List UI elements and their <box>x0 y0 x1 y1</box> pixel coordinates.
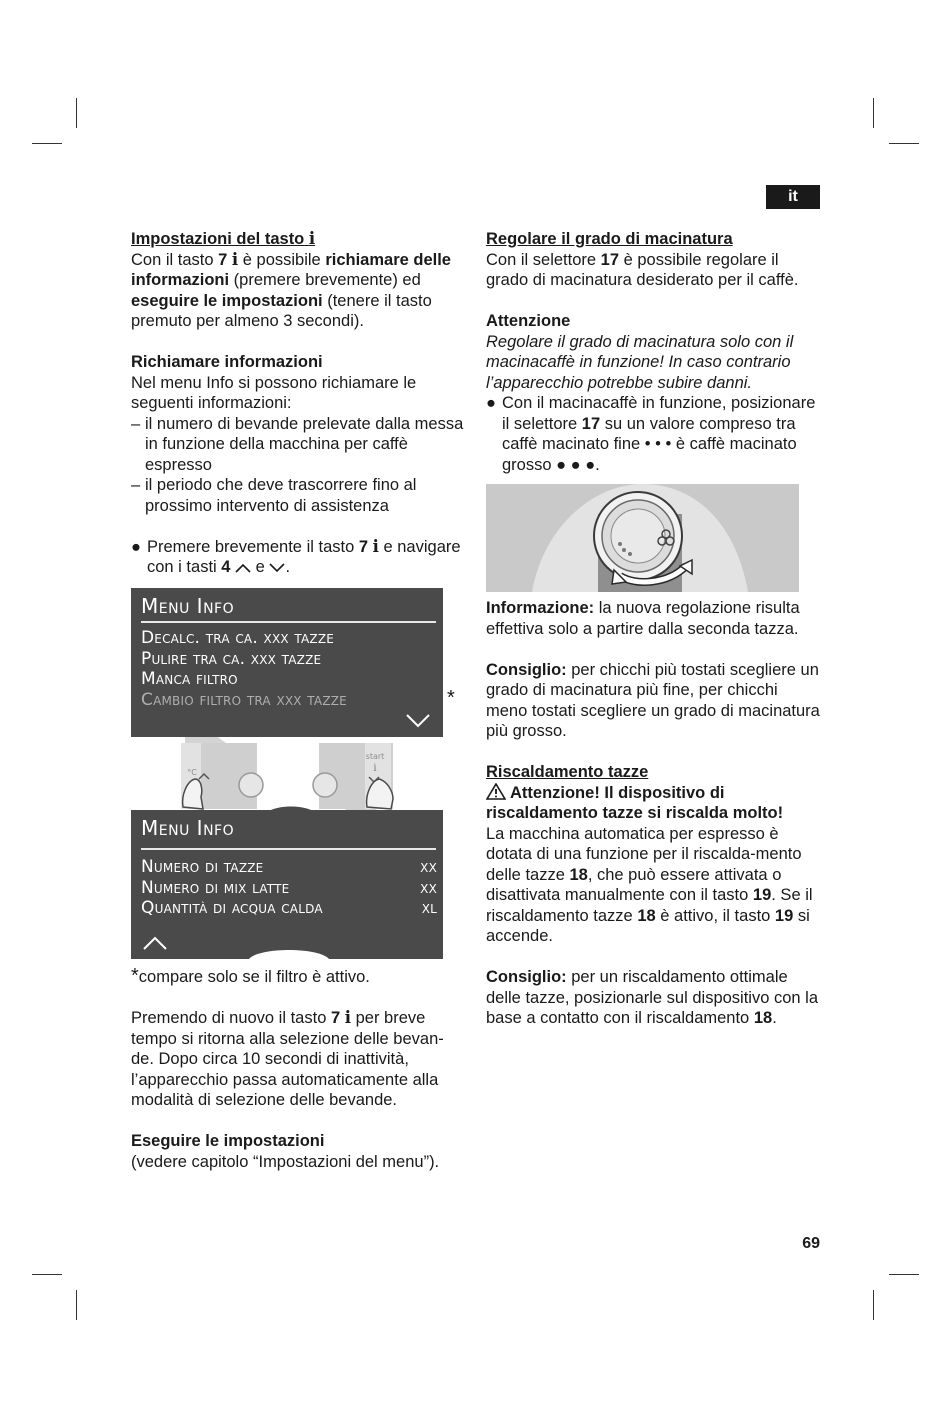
dash-item: – il periodo che deve trascorrere fino al prossimo intervento di assistenza <box>131 476 417 515</box>
display-divider <box>141 621 436 623</box>
tip-cup-heating: Consiglio: per un riscaldamento ottimale delle tazze, posizionarle sul dispositivo con la base a contatto con il riscaldamento 18. <box>486 968 819 1027</box>
crop-mark <box>32 1274 62 1275</box>
display-title: Menu Info <box>141 816 235 840</box>
recall-info-intro: Nel menu Info si possono richiamare le seguenti informazioni: <box>131 373 417 412</box>
display-row: Cambio filtro tra xxx tazze <box>141 689 347 710</box>
info-key-icon: i <box>372 536 379 556</box>
settings-reference: (vedere capitolo “Impostazioni del menu”). <box>131 1152 440 1171</box>
crop-mark <box>76 98 77 128</box>
tip-grind: Consiglio: per chicchi più tostati scegliere un grado di macinatura più fine, per chicchi meno tostati scegliere un grado di macinatura più grosso. <box>486 660 820 740</box>
display-row: Decalc. tra ca. xxx tazze <box>141 628 335 648</box>
paragraph-cup-heating: La macchina automatica per espresso è dotata di una funzione per il riscalda-mento delle tazze 18, che può essere attivata o disattivata manualmente con il tasto 19. Se il riscaldamento tazze 18 è attivo, il tasto 19 si accende. <box>486 824 813 945</box>
crop-mark <box>873 98 874 128</box>
display-row: Quantità di acqua calda xl <box>141 898 437 918</box>
control-panel-illustration <box>131 737 443 817</box>
display-title: Menu Info <box>141 594 235 618</box>
chevron-down-icon <box>405 713 431 729</box>
heat-warning: Attenzione! Il dispositivo di riscaldamento tazze si riscalda molto! <box>486 783 784 822</box>
info-note: Informazione: la nuova regolazione risulta effettiva solo a partire dalla seconda tazza. <box>486 599 800 638</box>
display-row: Numero di mix latte xx <box>141 877 437 898</box>
right-column-lower <box>486 598 820 1029</box>
footnote-asterisk: * <box>447 687 455 709</box>
chevron-up-icon <box>142 935 168 951</box>
display-menu-info-2 <box>131 810 443 959</box>
svg-text:°C: °C <box>187 768 197 777</box>
paragraph-info-key: Con il tasto 7 i è possibile richiamare delle informazioni (premere brevemente) ed eseguire le impostazioni (tenere il tasto premuto per almeno 3 secondi). <box>131 249 451 330</box>
page-number: 69 <box>802 1235 820 1252</box>
section-title-recall-info: Richiamare informazioni <box>131 353 323 371</box>
section-title-grind: Regolare il grado di macinatura <box>486 230 733 248</box>
info-key-icon: i <box>308 229 316 248</box>
display-row: Manca filtro <box>141 669 238 689</box>
svg-text:i: i <box>373 763 377 774</box>
info-key-icon: i <box>344 1008 352 1027</box>
paragraph-return: Premendo di nuovo il tasto 7 i per breve tempo si ritorna alla selezione delle bevan-de. Dopo circa 10 secondi di inattività, l’apparecchio passa automaticamente alla modalità di selezione delle bevande. <box>131 1008 444 1109</box>
arrow-up-icon <box>235 563 251 573</box>
section-title-cup-heating: Riscaldamento tazze <box>486 763 649 781</box>
info-key-icon: i <box>231 249 239 269</box>
crop-mark <box>76 1290 77 1320</box>
left-column <box>131 229 465 578</box>
footnote: *compare solo se il filtro è attivo. <box>131 965 370 987</box>
crop-mark <box>32 143 62 144</box>
start-label: start <box>365 752 385 761</box>
crop-mark <box>873 1290 874 1320</box>
display-row: Pulire tra ca. xxx tazze <box>141 648 322 669</box>
crop-mark <box>889 1274 919 1275</box>
paragraph-grind: Con il selettore 17 è possibile regolare il grado di macinatura desiderato per il caffè. <box>486 250 799 289</box>
display-notch <box>249 945 329 959</box>
crop-mark <box>889 143 919 144</box>
bullet-item-grind: ● Con il macinacaffè in funzione, posizionare il selettore 17 su un valore compreso tra caffè macinato fine • • • è caffè macinato grosso ● ● ●. <box>486 394 816 474</box>
section-title-settings: Eseguire le impostazioni <box>131 1132 325 1150</box>
language-tab: it <box>766 185 820 209</box>
display-divider <box>141 848 436 850</box>
right-column <box>486 229 820 475</box>
section-title-info-key <box>131 229 465 250</box>
dash-item: – il numero di bevande prelevate dalla messa in funzione della macchina per caffè espresso <box>131 414 464 474</box>
arrow-down-icon <box>269 563 285 573</box>
attention-text: Regolare il grado di macinatura solo con il macinacaffè in funzione! In caso contrario l’apparecchio potrebbe subire danni. <box>486 332 794 392</box>
bullet-item-navigate: ● Premere brevemente il tasto 7 i e navigare con i tasti 4 e . <box>131 536 461 576</box>
grinder-selector-illustration <box>486 484 799 592</box>
display-row: Numero di tazze xx <box>141 857 437 877</box>
attention-title: Attenzione <box>486 312 571 330</box>
warning-icon <box>486 783 506 800</box>
section-title-text: Impostazioni del tasto <box>131 230 305 248</box>
left-column-lower <box>131 966 465 1172</box>
display-menu-info-1 <box>131 588 443 737</box>
